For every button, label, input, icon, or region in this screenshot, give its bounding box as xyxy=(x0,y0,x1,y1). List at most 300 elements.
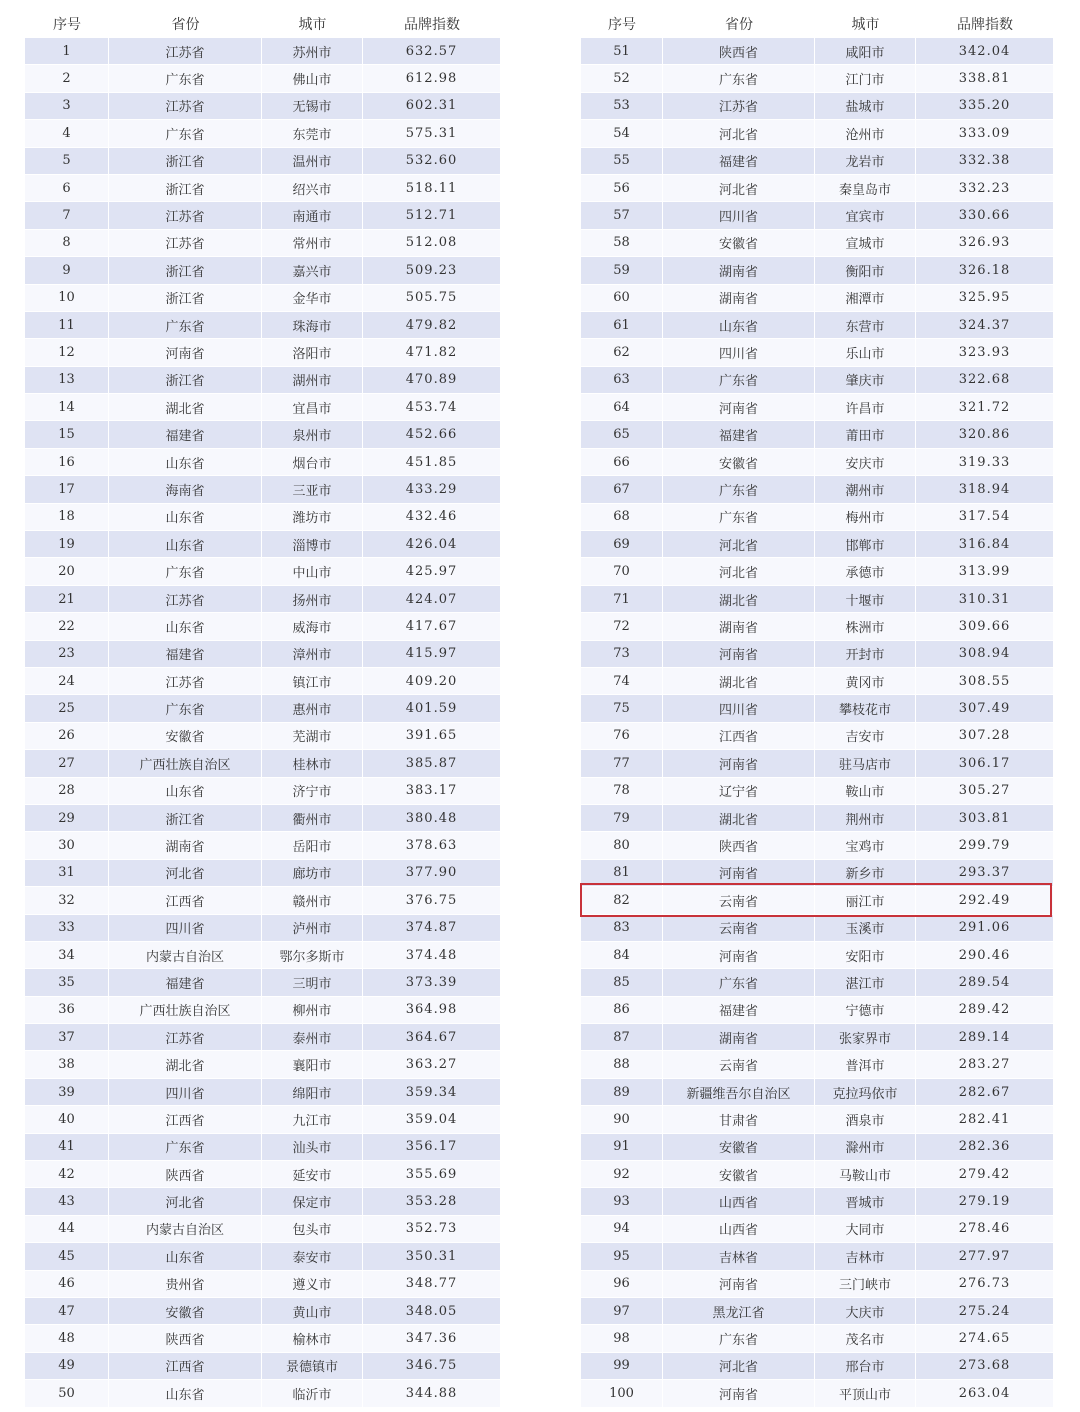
rank-cell: 19 xyxy=(25,531,109,558)
rank-cell: 57 xyxy=(581,202,663,229)
brand-index-cell: 415.97 xyxy=(363,641,501,668)
table-row xyxy=(25,586,501,613)
province-cell: 河南省 xyxy=(663,641,815,668)
province-cell: 广东省 xyxy=(663,476,815,503)
rank-cell: 54 xyxy=(581,120,663,147)
province-cell: 陕西省 xyxy=(109,1161,262,1188)
rank-cell: 84 xyxy=(581,942,663,969)
rank-cell: 46 xyxy=(25,1271,109,1298)
brand-index-cell: 326.93 xyxy=(916,230,1054,257)
rank-cell: 41 xyxy=(25,1134,109,1161)
province-cell: 广东省 xyxy=(663,504,815,531)
brand-index-cell: 359.04 xyxy=(363,1106,501,1133)
rank-cell: 62 xyxy=(581,339,663,366)
province-cell: 云南省 xyxy=(663,887,815,914)
brand-index-cell: 363.27 xyxy=(363,1051,501,1078)
rank-cell: 96 xyxy=(581,1271,663,1298)
city-cell: 廊坊市 xyxy=(262,860,363,887)
header-city: 城市 xyxy=(298,17,327,33)
province-cell: 广西壮族自治区 xyxy=(109,997,262,1024)
rank-cell: 59 xyxy=(581,257,663,284)
rank-cell: 23 xyxy=(25,641,109,668)
table-row xyxy=(25,285,501,312)
brand-index-cell: 425.97 xyxy=(363,558,501,585)
province-cell: 陕西省 xyxy=(109,1325,262,1352)
city-cell: 柳州市 xyxy=(262,997,363,1024)
brand-index-cell: 277.97 xyxy=(916,1243,1054,1270)
province-cell: 湖南省 xyxy=(109,832,262,859)
table-row xyxy=(25,504,501,531)
rank-cell: 40 xyxy=(25,1106,109,1133)
rank-cell: 6 xyxy=(25,175,109,202)
header-city: 城市 xyxy=(851,17,880,33)
brand-index-cell: 307.28 xyxy=(916,723,1054,750)
table-row xyxy=(581,1325,1054,1352)
city-cell: 驻马店市 xyxy=(815,750,916,777)
city-cell: 金华市 xyxy=(262,285,363,312)
city-cell: 攀枝花市 xyxy=(815,695,916,722)
table-row xyxy=(25,1298,501,1325)
brand-index-cell: 509.23 xyxy=(363,257,501,284)
province-cell: 广东省 xyxy=(663,969,815,996)
brand-index-cell: 350.31 xyxy=(363,1243,501,1270)
province-cell: 海南省 xyxy=(109,476,262,503)
city-cell: 常州市 xyxy=(262,230,363,257)
province-cell: 河北省 xyxy=(109,860,262,887)
table-row xyxy=(25,1024,501,1051)
brand-index-cell: 289.14 xyxy=(916,1024,1054,1051)
rank-cell: 7 xyxy=(25,202,109,229)
table-row xyxy=(25,887,501,914)
city-cell: 九江市 xyxy=(262,1106,363,1133)
province-cell: 四川省 xyxy=(663,339,815,366)
brand-index-cell: 518.11 xyxy=(363,175,501,202)
brand-index-cell: 512.08 xyxy=(363,230,501,257)
province-cell: 江西省 xyxy=(663,723,815,750)
table-row xyxy=(581,1161,1054,1188)
table-row xyxy=(25,1079,501,1106)
province-cell: 福建省 xyxy=(663,997,815,1024)
brand-index-cell: 326.18 xyxy=(916,257,1054,284)
province-cell: 江苏省 xyxy=(109,38,262,65)
rank-cell: 32 xyxy=(25,887,109,914)
brand-index-cell: 452.66 xyxy=(363,421,501,448)
city-cell: 泸州市 xyxy=(262,915,363,942)
province-cell: 安徽省 xyxy=(663,1134,815,1161)
table-row xyxy=(25,942,501,969)
rank-cell: 39 xyxy=(25,1079,109,1106)
rank-cell: 53 xyxy=(581,93,663,120)
city-cell: 丽江市 xyxy=(815,887,916,914)
province-cell: 湖北省 xyxy=(109,1051,262,1078)
table-row xyxy=(581,997,1054,1024)
rank-cell: 20 xyxy=(25,558,109,585)
province-cell: 江苏省 xyxy=(109,668,262,695)
city-cell: 吉林市 xyxy=(815,1243,916,1270)
province-cell: 广东省 xyxy=(663,65,815,92)
province-cell: 安徽省 xyxy=(663,449,815,476)
city-cell: 绵阳市 xyxy=(262,1079,363,1106)
province-cell: 新疆维吾尔自治区 xyxy=(663,1079,815,1106)
province-cell: 山东省 xyxy=(109,613,262,640)
table-row xyxy=(581,257,1054,284)
brand-index-cell: 305.27 xyxy=(916,778,1054,805)
table-row xyxy=(25,394,501,421)
table-row xyxy=(581,1243,1054,1270)
table-row xyxy=(25,997,501,1024)
city-cell: 江门市 xyxy=(815,65,916,92)
province-cell: 湖南省 xyxy=(663,285,815,312)
table-row xyxy=(25,202,501,229)
province-cell: 吉林省 xyxy=(663,1243,815,1270)
brand-index-cell: 338.81 xyxy=(916,65,1054,92)
rank-cell: 27 xyxy=(25,750,109,777)
rank-cell: 25 xyxy=(25,695,109,722)
city-cell: 遵义市 xyxy=(262,1271,363,1298)
city-cell: 安阳市 xyxy=(815,942,916,969)
province-cell: 广东省 xyxy=(663,1325,815,1352)
table-row xyxy=(581,915,1054,942)
table-row xyxy=(581,723,1054,750)
brand-index-cell: 307.49 xyxy=(916,695,1054,722)
city-cell: 东莞市 xyxy=(262,120,363,147)
province-cell: 四川省 xyxy=(109,1079,262,1106)
brand-index-cell: 348.05 xyxy=(363,1298,501,1325)
brand-index-cell: 291.06 xyxy=(916,915,1054,942)
city-cell: 邢台市 xyxy=(815,1353,916,1380)
rank-cell: 83 xyxy=(581,915,663,942)
rank-cell: 89 xyxy=(581,1079,663,1106)
province-cell: 河南省 xyxy=(663,750,815,777)
city-cell: 开封市 xyxy=(815,641,916,668)
table-row xyxy=(25,1106,501,1133)
brand-index-cell: 320.86 xyxy=(916,421,1054,448)
brand-index-cell: 321.72 xyxy=(916,394,1054,421)
table-row xyxy=(581,65,1054,92)
rank-cell: 82 xyxy=(581,887,663,914)
rank-cell: 18 xyxy=(25,504,109,531)
city-cell: 包头市 xyxy=(262,1216,363,1243)
table-row xyxy=(25,476,501,503)
brand-index-cell: 332.38 xyxy=(916,148,1054,175)
province-cell: 广东省 xyxy=(663,367,815,394)
brand-index-cell: 289.42 xyxy=(916,997,1054,1024)
city-cell: 惠州市 xyxy=(262,695,363,722)
header-rank: 序号 xyxy=(608,17,636,33)
brand-index-cell: 374.87 xyxy=(363,915,501,942)
rank-cell: 56 xyxy=(581,175,663,202)
table-row xyxy=(581,1298,1054,1325)
table-row xyxy=(581,1353,1054,1380)
brand-index-cell: 317.54 xyxy=(916,504,1054,531)
rank-cell: 71 xyxy=(581,586,663,613)
rank-cell: 31 xyxy=(25,860,109,887)
brand-index-cell: 380.48 xyxy=(363,805,501,832)
brand-index-cell: 347.36 xyxy=(363,1325,501,1352)
province-cell: 江苏省 xyxy=(109,1024,262,1051)
province-cell: 广东省 xyxy=(109,120,262,147)
table-row xyxy=(581,1079,1054,1106)
brand-index-cell: 364.67 xyxy=(363,1024,501,1051)
rank-cell: 22 xyxy=(25,613,109,640)
brand-index-cell: 282.41 xyxy=(916,1106,1054,1133)
province-cell: 山东省 xyxy=(109,1380,262,1407)
table-row xyxy=(25,1353,501,1380)
table-row xyxy=(25,613,501,640)
city-cell: 桂林市 xyxy=(262,750,363,777)
rank-cell: 85 xyxy=(581,969,663,996)
brand-index-cell: 374.48 xyxy=(363,942,501,969)
table-row xyxy=(581,394,1054,421)
rank-cell: 92 xyxy=(581,1161,663,1188)
rank-cell: 16 xyxy=(25,449,109,476)
province-cell: 福建省 xyxy=(109,641,262,668)
table-row xyxy=(25,558,501,585)
province-cell: 四川省 xyxy=(663,202,815,229)
city-cell: 延安市 xyxy=(262,1161,363,1188)
rank-cell: 93 xyxy=(581,1188,663,1215)
city-cell: 扬州市 xyxy=(262,586,363,613)
city-cell: 龙岩市 xyxy=(815,148,916,175)
table-row xyxy=(581,175,1054,202)
brand-index-cell: 276.73 xyxy=(916,1271,1054,1298)
province-cell: 河南省 xyxy=(663,1380,815,1407)
city-cell: 克拉玛依市 xyxy=(815,1079,916,1106)
city-cell: 承德市 xyxy=(815,558,916,585)
brand-index-cell: 274.65 xyxy=(916,1325,1054,1352)
brand-index-cell: 433.29 xyxy=(363,476,501,503)
province-cell: 江苏省 xyxy=(109,230,262,257)
province-cell: 陕西省 xyxy=(663,38,815,65)
table-row xyxy=(25,38,501,65)
table-row xyxy=(581,531,1054,558)
city-cell: 无锡市 xyxy=(262,93,363,120)
rank-cell: 86 xyxy=(581,997,663,1024)
brand-index-cell: 479.82 xyxy=(363,312,501,339)
province-cell: 浙江省 xyxy=(109,148,262,175)
city-cell: 梅州市 xyxy=(815,504,916,531)
table-row xyxy=(581,285,1054,312)
table-row xyxy=(25,695,501,722)
header-brand-index: 品牌指数 xyxy=(957,17,1013,33)
brand-index-cell: 353.28 xyxy=(363,1188,501,1215)
city-cell: 湛江市 xyxy=(815,969,916,996)
rank-cell: 80 xyxy=(581,832,663,859)
city-cell: 湖州市 xyxy=(262,367,363,394)
rank-cell: 97 xyxy=(581,1298,663,1325)
brand-index-cell: 377.90 xyxy=(363,860,501,887)
province-cell: 山东省 xyxy=(109,1243,262,1270)
city-cell: 保定市 xyxy=(262,1188,363,1215)
brand-index-cell: 325.95 xyxy=(916,285,1054,312)
rank-cell: 17 xyxy=(25,476,109,503)
brand-index-cell: 401.59 xyxy=(363,695,501,722)
province-cell: 浙江省 xyxy=(109,805,262,832)
table-row xyxy=(581,312,1054,339)
province-cell: 山东省 xyxy=(663,312,815,339)
rank-cell: 52 xyxy=(581,65,663,92)
province-cell: 河北省 xyxy=(663,1353,815,1380)
rank-cell: 33 xyxy=(25,915,109,942)
province-cell: 陕西省 xyxy=(663,832,815,859)
table-row xyxy=(581,641,1054,668)
city-cell: 咸阳市 xyxy=(815,38,916,65)
province-cell: 福建省 xyxy=(109,969,262,996)
rank-cell: 73 xyxy=(581,641,663,668)
table-row xyxy=(25,257,501,284)
rank-cell: 30 xyxy=(25,832,109,859)
province-cell: 山东省 xyxy=(109,531,262,558)
table-row xyxy=(581,1380,1054,1407)
province-cell: 湖北省 xyxy=(663,586,815,613)
city-cell: 滁州市 xyxy=(815,1134,916,1161)
city-cell: 湘潭市 xyxy=(815,285,916,312)
city-cell: 榆林市 xyxy=(262,1325,363,1352)
table-row xyxy=(581,120,1054,147)
city-cell: 潍坊市 xyxy=(262,504,363,531)
table-row xyxy=(25,1325,501,1352)
table-row xyxy=(581,1024,1054,1051)
table-row xyxy=(581,695,1054,722)
rank-cell: 34 xyxy=(25,942,109,969)
brand-index-cell: 318.94 xyxy=(916,476,1054,503)
brand-index-cell: 373.39 xyxy=(363,969,501,996)
province-cell: 江西省 xyxy=(109,1353,262,1380)
city-cell: 盐城市 xyxy=(815,93,916,120)
table-row xyxy=(25,778,501,805)
brand-index-cell: 289.54 xyxy=(916,969,1054,996)
city-cell: 张家界市 xyxy=(815,1024,916,1051)
city-cell: 宁德市 xyxy=(815,997,916,1024)
table-row xyxy=(581,887,1054,914)
brand-index-cell: 323.93 xyxy=(916,339,1054,366)
brand-index-cell: 424.07 xyxy=(363,586,501,613)
rank-cell: 15 xyxy=(25,421,109,448)
city-cell: 鞍山市 xyxy=(815,778,916,805)
city-cell: 吉安市 xyxy=(815,723,916,750)
city-cell: 济宁市 xyxy=(262,778,363,805)
rank-cell: 4 xyxy=(25,120,109,147)
rank-cell: 28 xyxy=(25,778,109,805)
city-cell: 嘉兴市 xyxy=(262,257,363,284)
city-cell: 三明市 xyxy=(262,969,363,996)
brand-index-cell: 278.46 xyxy=(916,1216,1054,1243)
city-cell: 中山市 xyxy=(262,558,363,585)
rank-cell: 91 xyxy=(581,1134,663,1161)
table-row xyxy=(25,668,501,695)
city-cell: 临沂市 xyxy=(262,1380,363,1407)
table-row xyxy=(581,93,1054,120)
table-row xyxy=(581,504,1054,531)
province-cell: 湖北省 xyxy=(663,805,815,832)
city-cell: 十堰市 xyxy=(815,586,916,613)
rank-cell: 42 xyxy=(25,1161,109,1188)
province-cell: 河南省 xyxy=(663,1271,815,1298)
rank-cell: 99 xyxy=(581,1353,663,1380)
table-row xyxy=(581,613,1054,640)
brand-index-cell: 417.67 xyxy=(363,613,501,640)
table-header-row xyxy=(25,10,501,38)
rank-cell: 75 xyxy=(581,695,663,722)
city-cell: 平顶山市 xyxy=(815,1380,916,1407)
city-cell: 宜昌市 xyxy=(262,394,363,421)
brand-index-cell: 279.42 xyxy=(916,1161,1054,1188)
table-row xyxy=(25,1188,501,1215)
brand-index-cell: 612.98 xyxy=(363,65,501,92)
province-cell: 江苏省 xyxy=(109,202,262,229)
city-cell: 邯郸市 xyxy=(815,531,916,558)
rank-cell: 60 xyxy=(581,285,663,312)
city-cell: 鄂尔多斯市 xyxy=(262,942,363,969)
brand-index-cell: 426.04 xyxy=(363,531,501,558)
city-cell: 酒泉市 xyxy=(815,1106,916,1133)
rank-cell: 9 xyxy=(25,257,109,284)
city-cell: 宜宾市 xyxy=(815,202,916,229)
brand-index-cell: 279.19 xyxy=(916,1188,1054,1215)
province-cell: 广东省 xyxy=(109,558,262,585)
table-row xyxy=(581,202,1054,229)
province-cell: 广西壮族自治区 xyxy=(109,750,262,777)
rank-cell: 38 xyxy=(25,1051,109,1078)
rank-cell: 77 xyxy=(581,750,663,777)
rank-cell: 67 xyxy=(581,476,663,503)
table-row xyxy=(25,148,501,175)
province-cell: 河北省 xyxy=(663,120,815,147)
rank-cell: 74 xyxy=(581,668,663,695)
brand-index-cell: 355.69 xyxy=(363,1161,501,1188)
province-cell: 湖南省 xyxy=(663,1024,815,1051)
province-cell: 广东省 xyxy=(109,65,262,92)
city-cell: 洛阳市 xyxy=(262,339,363,366)
province-cell: 福建省 xyxy=(663,148,815,175)
brand-index-cell: 470.89 xyxy=(363,367,501,394)
city-cell: 漳州市 xyxy=(262,641,363,668)
city-cell: 黄山市 xyxy=(262,1298,363,1325)
rank-cell: 49 xyxy=(25,1353,109,1380)
city-cell: 茂名市 xyxy=(815,1325,916,1352)
city-cell: 南通市 xyxy=(262,202,363,229)
province-cell: 内蒙古自治区 xyxy=(109,942,262,969)
table-row xyxy=(581,230,1054,257)
header-province: 省份 xyxy=(171,17,200,33)
table-row xyxy=(581,586,1054,613)
city-cell: 三亚市 xyxy=(262,476,363,503)
province-cell: 广东省 xyxy=(109,1134,262,1161)
province-cell: 浙江省 xyxy=(109,367,262,394)
table-row xyxy=(25,1380,501,1407)
province-cell: 甘肃省 xyxy=(663,1106,815,1133)
table-row xyxy=(25,860,501,887)
rank-cell: 48 xyxy=(25,1325,109,1352)
brand-index-cell: 308.55 xyxy=(916,668,1054,695)
city-cell: 温州市 xyxy=(262,148,363,175)
province-cell: 山东省 xyxy=(109,449,262,476)
brand-index-cell: 342.04 xyxy=(916,38,1054,65)
rank-cell: 21 xyxy=(25,586,109,613)
table-row xyxy=(25,1243,501,1270)
table-row xyxy=(581,1188,1054,1215)
province-cell: 福建省 xyxy=(109,421,262,448)
city-cell: 大庆市 xyxy=(815,1298,916,1325)
brand-index-cell: 273.68 xyxy=(916,1353,1054,1380)
city-cell: 威海市 xyxy=(262,613,363,640)
table-row xyxy=(581,969,1054,996)
brand-index-cell: 290.46 xyxy=(916,942,1054,969)
brand-index-cell: 282.67 xyxy=(916,1079,1054,1106)
rank-cell: 47 xyxy=(25,1298,109,1325)
brand-index-cell: 359.34 xyxy=(363,1079,501,1106)
city-cell: 黄冈市 xyxy=(815,668,916,695)
